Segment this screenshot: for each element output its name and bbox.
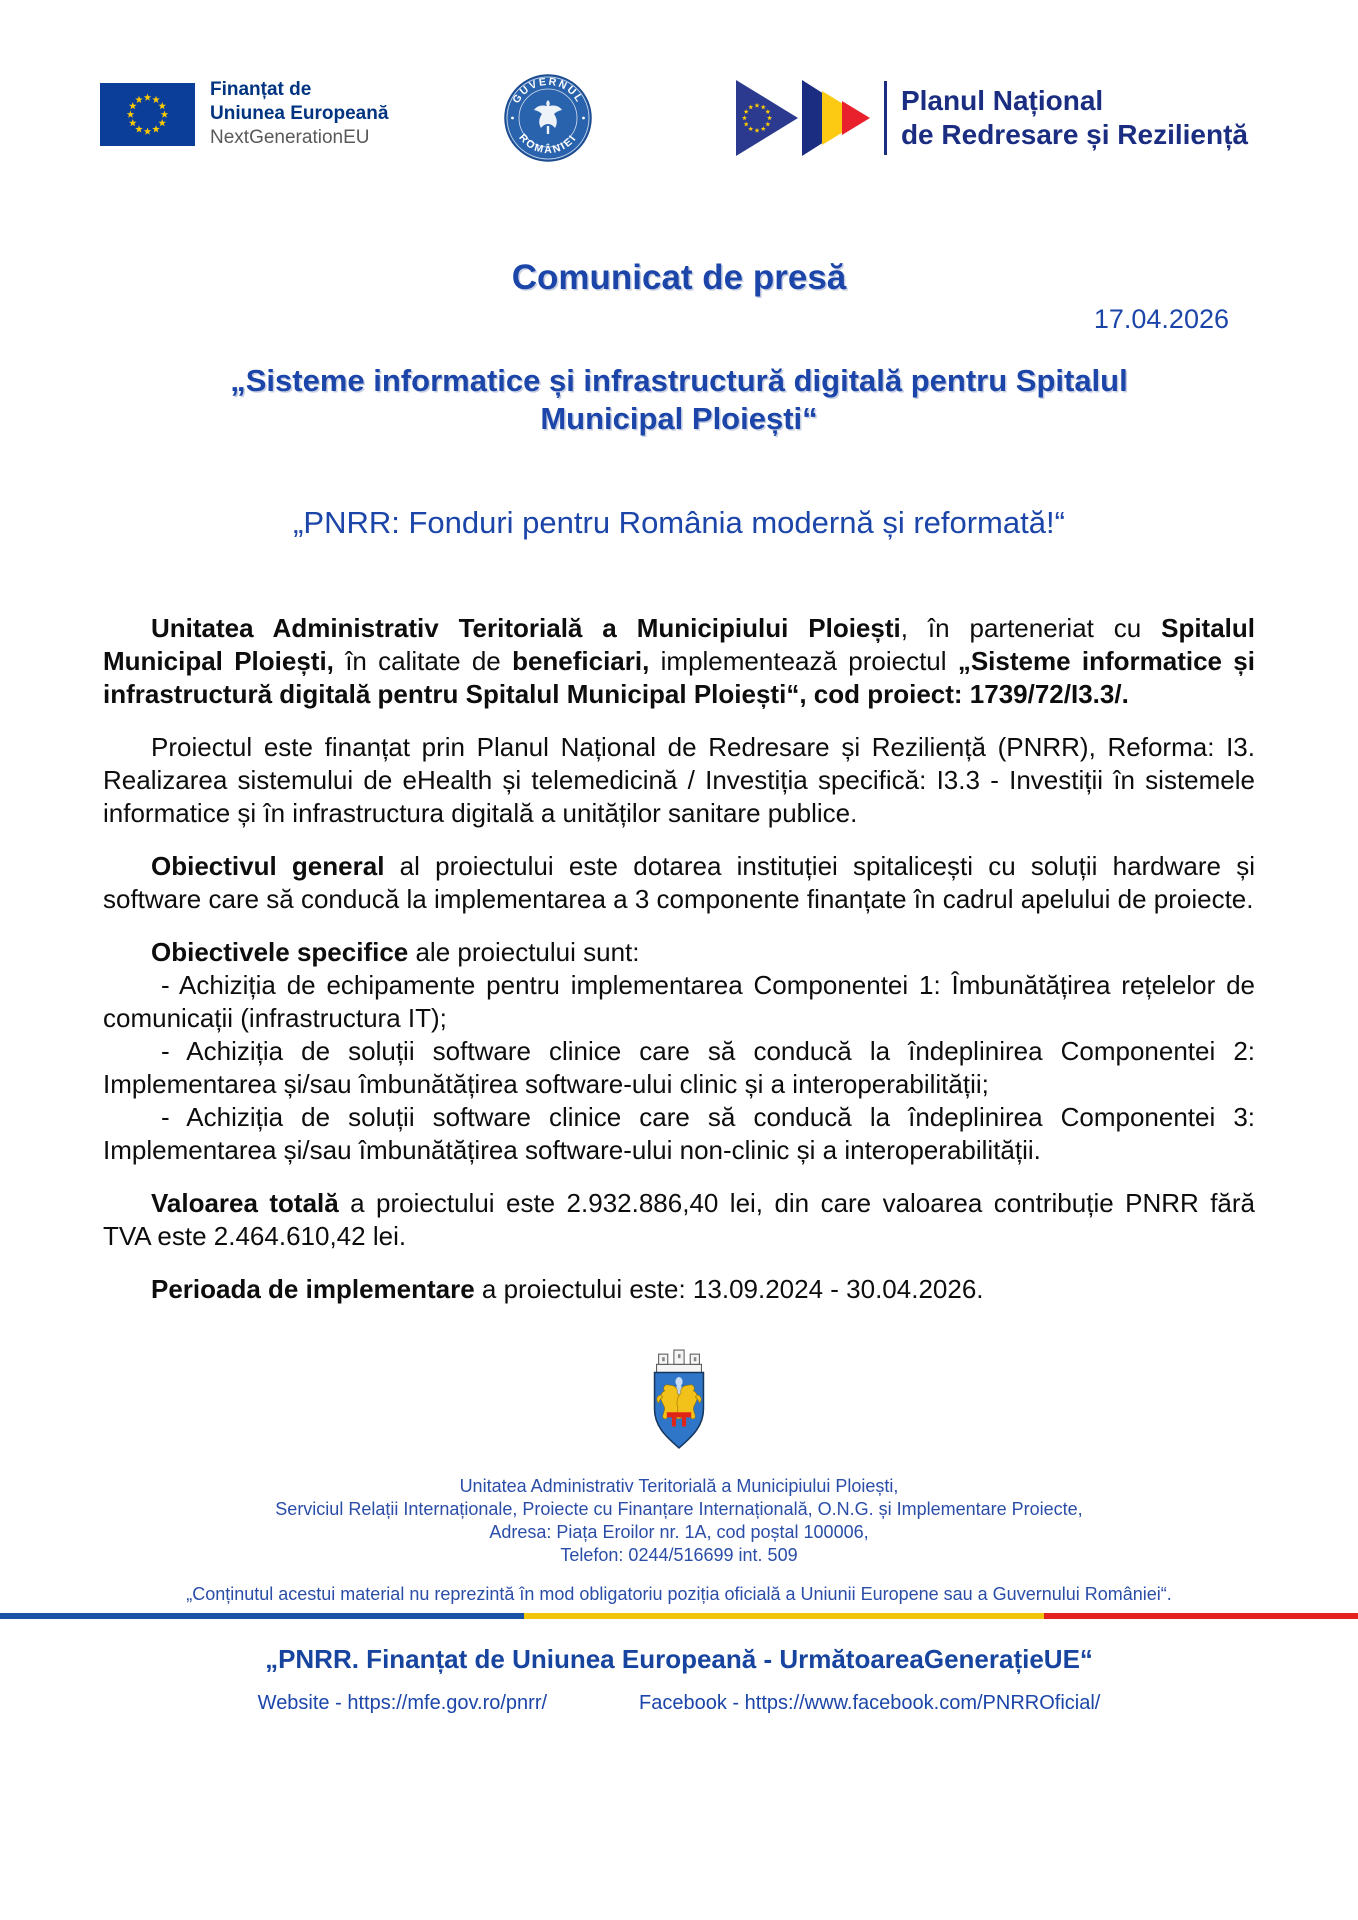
pnrr-arrows-icon [736,76,876,160]
eu-funding-line3: NextGenerationEU [210,127,370,148]
tricolor-blue-segment [0,1613,524,1619]
bullet-item: - Achiziția de echipamente pentru implementarea Componentei 1: Îmbunătățirea rețelelor de comunicații (infrastructura IT); [103,970,1255,1033]
website-link[interactable]: Website - https://mfe.gov.ro/pnrr/ [257,1692,548,1714]
footer-contact-line: Telefon: 0244/516699 int. 509 [560,1545,798,1565]
body-paragraph: Obiectivele specifice ale proiectului sunt: [151,937,640,967]
document-date: 17.04.2026 [1093,304,1229,334]
document-body [103,612,1255,1306]
body-paragraph: Proiectul este finanțat prin Planul Național de Redresare și Reziliență (PNRR), Reforma: I3. Realizarea sistemului de eHealth și telemedicină / Investiția specifică: I3.3 - Investiții în sistemele informatice și în infrastructura digitală a unităților sanitare publice. [103,732,1255,828]
ploiesti-coat-of-arms-icon [646,1348,712,1457]
eu-funding-text [210,78,388,150]
eu-flag-icon [100,83,195,146]
body-paragraph: Obiectivul general al proiectului este dotarea instituției spitalicești cu soluții hardware și software care să conducă la implementarea a 3 componente finanțate în cadrul apelului de proiecte. [103,851,1256,914]
eu-funding-line1: Finanțat de [210,79,312,100]
project-title: „Sisteme informatice și infrastructură digitală pentru Spitalul Municipal Ploiești“ [230,363,1128,436]
bullet-item: - Achiziția de soluții software clinice care să conducă la îndeplinirea Componentei 2: Implementarea și/sau îmbunătățirea software-ului clinic și a interoperabilității; [103,1036,1255,1099]
body-paragraph: Perioada de implementare a proiectului este: 13.09.2024 - 30.04.2026. [151,1274,984,1304]
pnrr-logo-line1: Planul Național [900,85,1104,116]
tricolor-yellow-segment [524,1613,1044,1619]
pnrr-logo [736,76,1248,160]
bullet-item: - Achiziția de soluții software clinice care să conducă la îndeplinirea Componentei 3: Implementarea și/sau îmbunătățirea software-ului non-clinic și a interoperabilității. [103,1102,1255,1165]
pnrr-logo-line2: de Redresare și Reziliență [900,119,1248,150]
footer-contact-line: Unitatea Administrativ Teritorială a Municipiului Ploiești, [459,1476,899,1496]
body-paragraph: Unitatea Administrativ Teritorială a Municipiului Ploiești, în parteneriat cu Spitalul Municipal Ploiești, în calitate de beneficiari, implementează proiectul „Sisteme informatice și infrastructură digitală pentru Spitalul Municipal Ploiești“, cod proiect: 1739/72/I3.3/. [103,613,1256,709]
facebook-link[interactable]: Facebook - https://www.facebook.com/PNRROficial/ [639,1692,1101,1714]
footer-contact-block [0,1475,1358,1567]
footer-disclaimer: „Conținutul acestui material nu reprezintă în mod obligatoriu poziția oficială a Uniunii Europene sau a Guvernului României“. [186,1584,1172,1604]
footer-contact-line: Serviciul Relații Internaționale, Proiecte cu Finanțare Internațională, O.N.G. și Implementare Proiecte, [275,1499,1083,1519]
page-title: Comunicat de presă [511,258,847,297]
svg-text:GUVERNUL: GUVERNUL [510,75,586,106]
pnrr-logo-divider [884,81,887,155]
footer-links [0,1691,1358,1715]
svg-text:ROMÂNIEI: ROMÂNIEI [516,131,580,157]
romanian-tricolor-bar [0,1613,1358,1619]
pnrr-footer-quote: „PNRR. Finanțat de Uniunea Europeană - UrmătoareaGenerațieUE“ [265,1644,1093,1674]
eu-funding-line2: Uniunea Europeană [210,103,389,124]
eu-funding-logo [100,78,388,150]
header-logos [0,72,1358,172]
footer-contact-line: Adresa: Piața Eroilor nr. 1A, cod poștal 100006, [489,1522,869,1542]
pnrr-logo-text [901,84,1248,152]
romanian-government-seal-icon [504,74,592,167]
tricolor-red-segment [1044,1613,1358,1619]
body-paragraph: Valoarea totală a proiectului este 2.932.886,40 lei, din care valoarea contribuție PNRR fără TVA este 2.464.610,42 lei. [103,1188,1256,1251]
pnrr-slogan: „PNRR: Fonduri pentru România modernă și reformată!“ [293,505,1065,540]
